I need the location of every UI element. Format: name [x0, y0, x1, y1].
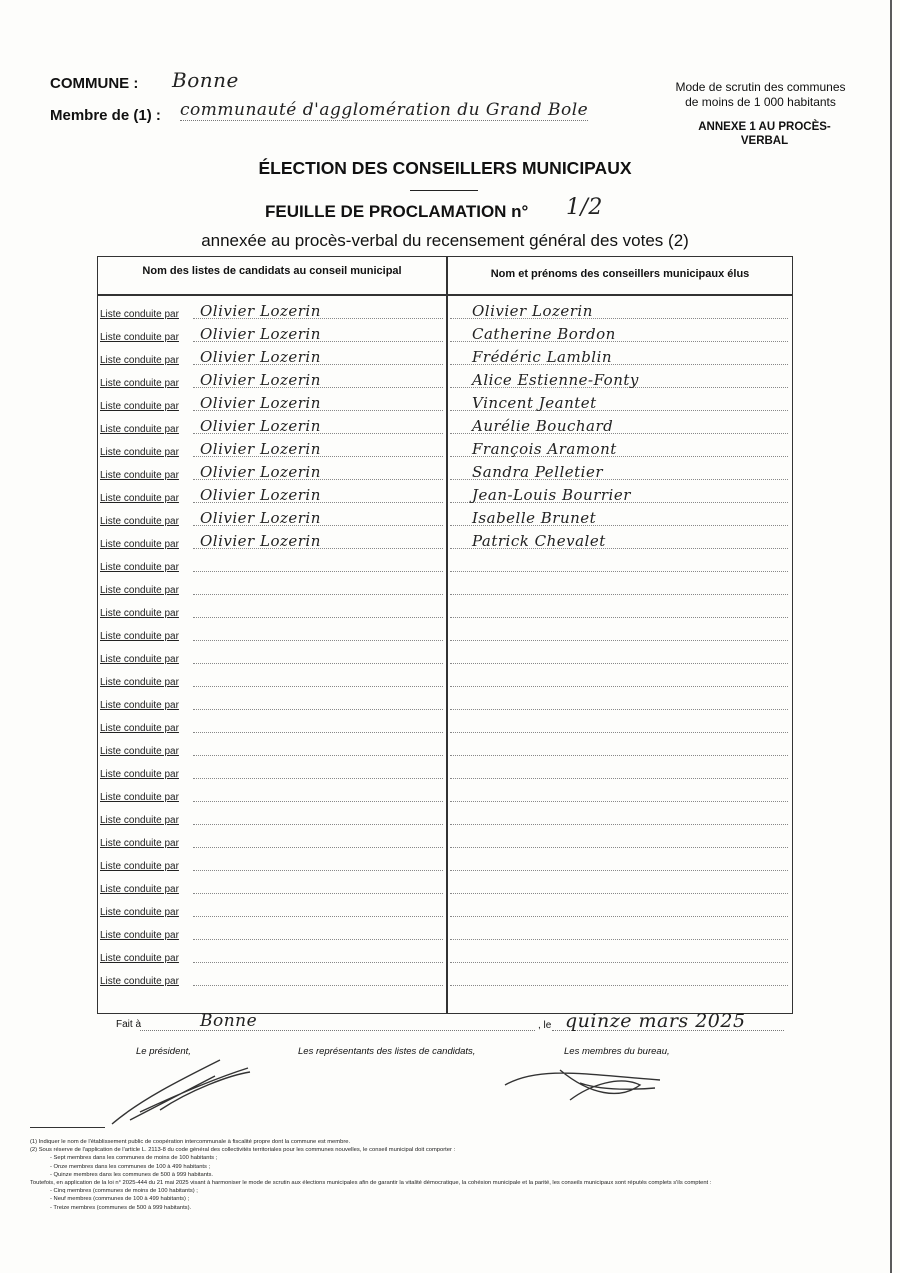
footnote-2: (2) Sous réserve de l'application de l'article L. 2113-8 du code général des collectivités territoriales pour les communes nouvelles, le conseil municipal doit comporter :: [30, 1147, 456, 1154]
row-dotted-line-right: [450, 847, 788, 848]
row-label: Liste conduite par: [100, 493, 179, 504]
row-dotted-line-left: [193, 709, 443, 710]
row-label: Liste conduite par: [100, 516, 179, 527]
member-value: communauté d'agglomération du Grand Bole: [180, 100, 589, 120]
le-label: , le: [538, 1020, 552, 1031]
row-label: Liste conduite par: [100, 562, 179, 573]
table-row: [100, 345, 788, 368]
row-dotted-line-right: [450, 686, 788, 687]
row-dotted-line-right: [450, 893, 788, 894]
footnotes: [30, 1138, 875, 1212]
table-row: [100, 782, 788, 805]
elected-councillor-name: Sandra Pelletier: [472, 463, 604, 481]
table-row: [100, 529, 788, 552]
table-row: [100, 414, 788, 437]
row-dotted-line-left: [193, 571, 443, 572]
row-label: Liste conduite par: [100, 470, 179, 481]
table-row: [100, 828, 788, 851]
row-dotted-line-right: [450, 778, 788, 779]
row-label: Liste conduite par: [100, 861, 179, 872]
table-row: [100, 805, 788, 828]
footnote-divider: [30, 1127, 105, 1128]
row-dotted-line-right: [450, 985, 788, 986]
table-row: [100, 621, 788, 644]
list-head-name: Olivier Lozerin: [200, 371, 321, 389]
elected-councillor-name: Catherine Bordon: [472, 325, 616, 343]
row-dotted-line-right: [450, 824, 788, 825]
table-row: [100, 552, 788, 575]
elected-councillor-name: Patrick Chevalet: [472, 532, 606, 550]
row-dotted-line-left: [193, 732, 443, 733]
row-dotted-line-left: [193, 870, 443, 871]
row-label: Liste conduite par: [100, 884, 179, 895]
row-label: Liste conduite par: [100, 631, 179, 642]
row-dotted-line-left: [193, 617, 443, 618]
table-row: [100, 920, 788, 943]
row-label: Liste conduite par: [100, 907, 179, 918]
row-label: Liste conduite par: [100, 815, 179, 826]
row-dotted-line-right: [450, 571, 788, 572]
date-value: quinze mars 2025: [565, 1010, 746, 1032]
footnote-2-item: - Quinze membres dans les communes de 500 à 999 habitants.: [50, 1171, 214, 1178]
bureau-signature: [500, 1055, 670, 1115]
annexee-subtitle: annexée au procès-verbal du recensement général des votes (2): [201, 231, 689, 250]
list-head-name: Olivier Lozerin: [200, 463, 321, 481]
president-signature: [100, 1050, 260, 1130]
table-row: [100, 506, 788, 529]
list-head-name: Olivier Lozerin: [200, 509, 321, 527]
list-head-name: Olivier Lozerin: [200, 532, 321, 550]
row-dotted-line-right: [450, 617, 788, 618]
elected-councillor-name: Isabelle Brunet: [472, 509, 597, 527]
feuille-number: 1/2: [566, 195, 603, 220]
row-label: Liste conduite par: [100, 424, 179, 435]
row-dotted-line-left: [193, 916, 443, 917]
table-header-lists: Nom des listes de candidats au conseil municipal: [142, 265, 402, 277]
footnote-3-item: - Neuf membres (communes de 100 à 499 habitants) ;: [50, 1196, 190, 1203]
feuille-title: FEUILLE DE PROCLAMATION n°: [265, 202, 529, 221]
election-title: ÉLECTION DES CONSEILLERS MUNICIPAUX: [258, 158, 632, 178]
commune-label: COMMUNE :: [50, 75, 139, 92]
list-head-name: Olivier Lozerin: [200, 302, 321, 320]
elected-councillor-name: Alice Estienne-Fonty: [472, 371, 639, 389]
row-dotted-line-right: [450, 870, 788, 871]
footnote-3-item: - Cinq membres (communes de moins de 100 habitants) ;: [50, 1188, 198, 1195]
row-label: Liste conduite par: [100, 447, 179, 458]
commune-value: Bonne: [172, 68, 239, 92]
row-label: Liste conduite par: [100, 769, 179, 780]
row-dotted-line-left: [193, 893, 443, 894]
row-label: Liste conduite par: [100, 746, 179, 757]
mode-scrutin-note: Mode de scrutin des communes de moins de 1 000 habitants: [675, 80, 846, 109]
row-dotted-line-right: [450, 962, 788, 963]
member-label: Membre de (1) :: [50, 107, 161, 124]
table-row: [100, 874, 788, 897]
table-row: [100, 667, 788, 690]
row-dotted-line-right: [450, 801, 788, 802]
row-dotted-line-left: [193, 778, 443, 779]
row-dotted-line-left: [193, 594, 443, 595]
fait-label: Fait à: [116, 1019, 142, 1030]
row-dotted-line-right: [450, 732, 788, 733]
row-label: Liste conduite par: [100, 976, 179, 987]
row-label: Liste conduite par: [100, 723, 179, 734]
president-label: Le président,: [136, 1046, 191, 1057]
row-dotted-line-left: [193, 962, 443, 963]
footnote-2-item: - Sept membres dans les communes de moins de 100 habitants ;: [50, 1155, 218, 1162]
row-dotted-line-left: [193, 755, 443, 756]
row-label: Liste conduite par: [100, 355, 179, 366]
list-head-name: Olivier Lozerin: [200, 394, 321, 412]
table-row: [100, 759, 788, 782]
elected-councillor-name: Jean-Louis Bourrier: [472, 486, 631, 504]
row-label: Liste conduite par: [100, 654, 179, 665]
table-row: [100, 736, 788, 759]
table-row: [100, 322, 788, 345]
table-row: [100, 851, 788, 874]
list-head-name: Olivier Lozerin: [200, 440, 321, 458]
table-row: [100, 368, 788, 391]
row-label: Liste conduite par: [100, 309, 179, 320]
list-head-name: Olivier Lozerin: [200, 417, 321, 435]
footnote-2-item: - Onze membres dans les communes de 100 à 499 habitants ;: [50, 1163, 211, 1170]
row-label: Liste conduite par: [100, 539, 179, 550]
row-dotted-line-left: [193, 824, 443, 825]
table-row: [100, 391, 788, 414]
table-row: [100, 713, 788, 736]
elected-councillor-name: Frédéric Lamblin: [472, 348, 613, 366]
row-dotted-line-right: [450, 594, 788, 595]
row-dotted-line-left: [193, 847, 443, 848]
row-label: Liste conduite par: [100, 930, 179, 941]
row-label: Liste conduite par: [100, 401, 179, 412]
row-label: Liste conduite par: [100, 332, 179, 343]
row-label: Liste conduite par: [100, 953, 179, 964]
footnote-toutefois: Toutefois, en application de la loi n° 2025-444 du 21 mai 2025 visant à harmoniser le mode de scrutin aux élections municipales afin de garantir la vitalité démocratique, la cohésion municipale et la parité, les conseils municipaux sont réputés complets s'ils comptent :: [30, 1180, 712, 1187]
row-dotted-line-left: [193, 640, 443, 641]
bureau-label: Les membres du bureau,: [564, 1046, 670, 1057]
elected-councillor-name: Aurélie Bouchard: [472, 417, 614, 435]
annexe-note: ANNEXE 1 AU PROCÈS-VERBAL: [698, 121, 831, 147]
row-dotted-line-right: [450, 939, 788, 940]
footnote-3-item: - Treize membres (communes de 500 à 999 habitants).: [50, 1204, 192, 1211]
row-dotted-line-right: [450, 916, 788, 917]
row-label: Liste conduite par: [100, 378, 179, 389]
table-row: [100, 966, 788, 989]
row-dotted-line-left: [193, 801, 443, 802]
table-row: [100, 943, 788, 966]
list-head-name: Olivier Lozerin: [200, 486, 321, 504]
table-row: [100, 897, 788, 920]
table-row: [100, 690, 788, 713]
table-row: [100, 299, 788, 322]
row-dotted-line-right: [450, 663, 788, 664]
row-dotted-line-left: [193, 663, 443, 664]
table-row: [100, 575, 788, 598]
row-dotted-line-right: [450, 640, 788, 641]
table-header-elected: Nom et prénoms des conseillers municipaux élus: [490, 268, 750, 280]
row-dotted-line-left: [193, 939, 443, 940]
table-row: [100, 437, 788, 460]
row-label: Liste conduite par: [100, 792, 179, 803]
row-dotted-line-left: [193, 686, 443, 687]
elected-councillor-name: François Aramont: [472, 440, 617, 458]
representants-label: Les représentants des listes de candidats,: [298, 1046, 476, 1057]
row-dotted-line-left: [193, 985, 443, 986]
table-row: [100, 483, 788, 506]
list-head-name: Olivier Lozerin: [200, 325, 321, 343]
table-row: [100, 644, 788, 667]
table-row: [100, 460, 788, 483]
row-label: Liste conduite par: [100, 700, 179, 711]
row-label: Liste conduite par: [100, 608, 179, 619]
title-divider: [410, 190, 478, 191]
row-label: Liste conduite par: [100, 677, 179, 688]
row-dotted-line-right: [450, 709, 788, 710]
table-header-rule: [97, 294, 793, 296]
fait-value: Bonne: [200, 1011, 258, 1031]
footnote-1: (1) Indiquer le nom de l'établissement public de coopération intercommunale à fiscalité propre dont la commune est membre.: [30, 1139, 351, 1145]
row-dotted-line-right: [450, 755, 788, 756]
scan-edge-line: [890, 0, 892, 1273]
elected-councillor-name: Vincent Jeantet: [472, 394, 597, 412]
row-label: Liste conduite par: [100, 585, 179, 596]
list-head-name: Olivier Lozerin: [200, 348, 321, 366]
table-row: [100, 598, 788, 621]
row-label: Liste conduite par: [100, 838, 179, 849]
elected-councillor-name: Olivier Lozerin: [472, 302, 593, 320]
